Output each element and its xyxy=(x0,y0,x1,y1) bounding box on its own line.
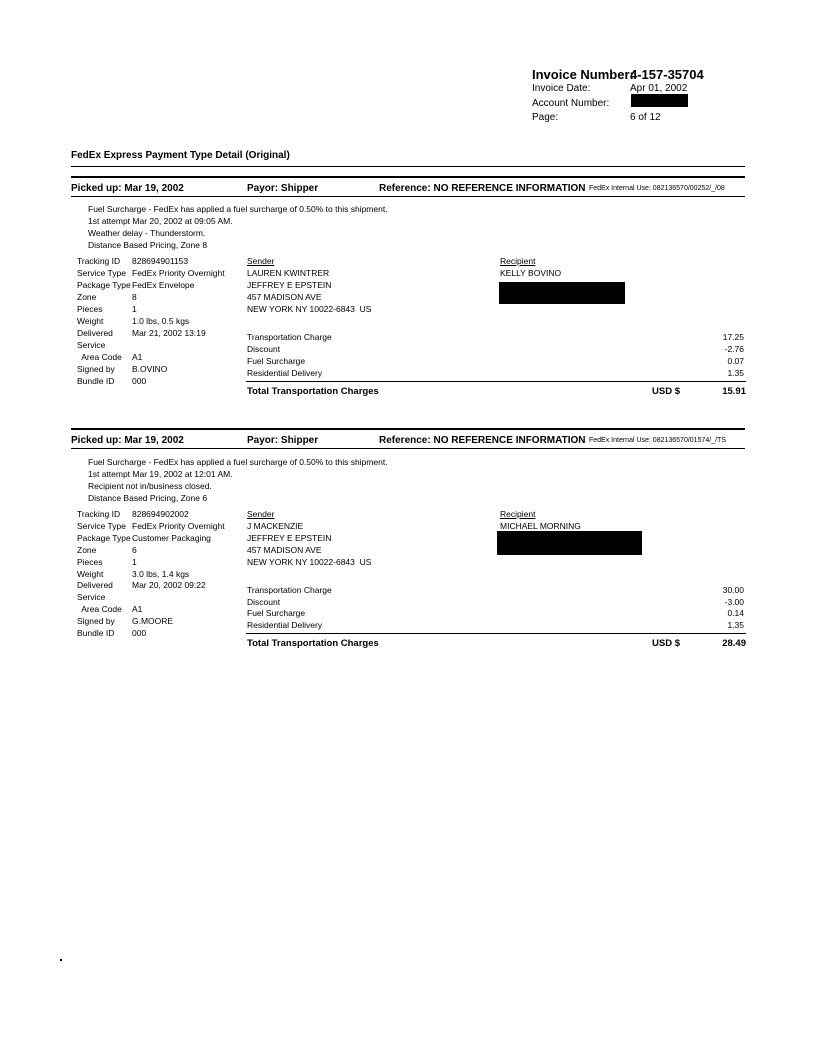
picked-up: Picked up: Mar 19, 2002 xyxy=(71,435,184,446)
sender-heading: Sender xyxy=(247,256,275,266)
bundle-id: 000 xyxy=(132,628,147,638)
shipment-top-rule xyxy=(71,428,745,430)
charge-value: -3.00 xyxy=(724,597,744,607)
charge-label: Transportation Charge xyxy=(247,332,332,342)
reference: Reference: NO REFERENCE INFORMATION xyxy=(379,183,586,194)
note-line: Weather delay - Thunderstorm. xyxy=(88,228,206,238)
page-number: 6 of 12 xyxy=(630,112,661,123)
sender-line: J MACKENZIE xyxy=(247,521,304,531)
detail-label: Signed by xyxy=(77,364,115,374)
total-value: 15.91 xyxy=(722,386,746,397)
detail-label: Bundle ID xyxy=(77,628,115,638)
reference: Reference: NO REFERENCE INFORMATION xyxy=(379,435,586,446)
note-line: 1st attempt Mar 19, 2002 at 12:01 AM. xyxy=(88,469,233,479)
sender-line: NEW YORK NY 10022-6843 US xyxy=(247,304,372,314)
internal-use: FedEx Internal Use: 082136570/01574/_/TS xyxy=(589,437,726,444)
charge-label: Transportation Charge xyxy=(247,585,332,595)
detail-label: Delivered xyxy=(77,580,113,590)
tracking-id: 828694901153 xyxy=(132,256,189,266)
page-dot xyxy=(60,959,62,961)
detail-label: Area Code xyxy=(77,352,122,362)
charge-value: 0.14 xyxy=(727,608,744,618)
note-line: Fuel Surcharge - FedEx has applied a fuel surcharge of 0.50% to this shipment. xyxy=(88,457,388,467)
recipient-line: MICHAEL MORNING xyxy=(500,521,581,531)
area-code: A1 xyxy=(132,352,143,362)
sender-line: LAUREN KWINTRER xyxy=(247,268,330,278)
weight: 1.0 lbs, 0.5 kgs xyxy=(132,316,190,326)
shipment-header-rule xyxy=(71,196,745,197)
payor: Payor: Shipper xyxy=(247,183,319,194)
note-line: Distance Based Pricing, Zone 8 xyxy=(88,240,208,250)
detail-label: Weight xyxy=(77,316,104,326)
picked-up: Picked up: Mar 19, 2002 xyxy=(71,183,184,194)
detail-label: Service Type xyxy=(77,268,126,278)
charge-label: Discount xyxy=(247,597,281,607)
note-line: 1st attempt Mar 20, 2002 at 09:05 AM. xyxy=(88,216,233,226)
recipient-address-redaction xyxy=(497,531,642,555)
detail-label: Weight xyxy=(77,569,104,579)
charge-value: 30.00 xyxy=(722,585,744,595)
signed-by: B.OVINO xyxy=(132,364,168,374)
charge-label: Residential Delivery xyxy=(247,368,323,378)
detail-label: Area Code xyxy=(77,604,122,614)
delivered: Mar 21, 2002 13:19 xyxy=(132,328,206,338)
pieces: 1 xyxy=(132,304,137,314)
detail-label: Tracking ID xyxy=(77,256,121,266)
recipient-heading: Recipient xyxy=(500,256,536,266)
invoice-number-label: Invoice Number: xyxy=(532,67,634,82)
detail-label: Tracking ID xyxy=(77,509,121,519)
bundle-id: 000 xyxy=(132,376,147,386)
internal-use: FedEx Internal Use: 082136570/00252/_/08 xyxy=(589,185,725,192)
charge-label: Residential Delivery xyxy=(247,620,323,630)
page-label: Page: xyxy=(532,112,559,123)
detail-label: Bundle ID xyxy=(77,376,115,386)
sender-line: JEFFREY E EPSTEIN xyxy=(247,280,332,290)
invoice-date-label: Invoice Date: xyxy=(532,83,591,94)
detail-label: Signed by xyxy=(77,616,115,626)
charge-label: Fuel Surcharge xyxy=(247,608,306,618)
detail-label: Pieces xyxy=(77,557,103,567)
recipient-address-redaction xyxy=(499,282,625,304)
sender-line: 457 MADISON AVE xyxy=(247,545,322,555)
charge-value: 17.25 xyxy=(722,332,744,342)
detail-label: Zone xyxy=(77,292,97,302)
currency: USD $ xyxy=(652,386,680,397)
currency: USD $ xyxy=(652,638,680,649)
total-label: Total Transportation Charges xyxy=(247,638,379,649)
recipient-heading: Recipient xyxy=(500,509,536,519)
pieces: 1 xyxy=(132,557,137,567)
package-type: Customer Packaging xyxy=(132,533,211,543)
shipment-top-rule xyxy=(71,176,745,178)
package-type: FedEx Envelope xyxy=(132,280,195,290)
charges-rule xyxy=(246,633,746,634)
charge-value: 1.35 xyxy=(727,368,744,378)
zone: 6 xyxy=(132,545,137,555)
shipment-header-rule xyxy=(71,448,745,449)
title-rule xyxy=(71,166,745,167)
delivered: Mar 20, 2002 09:22 xyxy=(132,580,206,590)
charge-value: -2.76 xyxy=(724,344,744,354)
sender-line: JEFFREY E EPSTEIN xyxy=(247,533,332,543)
page-title: FedEx Express Payment Type Detail (Original) xyxy=(71,150,290,161)
account-number-redaction xyxy=(631,94,688,107)
account-number-label: Account Number: xyxy=(532,98,610,109)
service-type: FedEx Priority Overnight xyxy=(132,521,225,531)
invoice-number: 4-157-35704 xyxy=(630,67,704,82)
charge-value: 0.07 xyxy=(727,356,744,366)
weight: 3.0 lbs, 1.4 kgs xyxy=(132,569,190,579)
zone: 8 xyxy=(132,292,137,302)
total-label: Total Transportation Charges xyxy=(247,386,379,397)
detail-label: Zone xyxy=(77,545,97,555)
sender-heading: Sender xyxy=(247,509,275,519)
note-line: Fuel Surcharge - FedEx has applied a fuel surcharge of 0.50% to this shipment. xyxy=(88,204,388,214)
detail-label: Delivered xyxy=(77,328,113,338)
detail-label: Service Type xyxy=(77,521,126,531)
note-line: Distance Based Pricing, Zone 6 xyxy=(88,493,208,503)
detail-label: Pieces xyxy=(77,304,103,314)
note-line: Recipient not in/business closed. xyxy=(88,481,212,491)
charge-value: 1.35 xyxy=(727,620,744,630)
sender-line: NEW YORK NY 10022-6843 US xyxy=(247,557,372,567)
charge-label: Fuel Surcharge xyxy=(247,356,306,366)
detail-label: Package Type xyxy=(77,280,131,290)
charges-rule xyxy=(246,381,746,382)
detail-label: Service xyxy=(77,592,106,602)
total-value: 28.49 xyxy=(722,638,746,649)
payor: Payor: Shipper xyxy=(247,435,319,446)
invoice-date: Apr 01, 2002 xyxy=(630,83,688,94)
detail-label: Package Type xyxy=(77,533,131,543)
sender-line: 457 MADISON AVE xyxy=(247,292,322,302)
charge-label: Discount xyxy=(247,344,281,354)
signed-by: G.MOORE xyxy=(132,616,174,626)
detail-label: Service xyxy=(77,340,106,350)
tracking-id: 828694902002 xyxy=(132,509,189,519)
recipient-line: KELLY BOVINO xyxy=(500,268,562,278)
area-code: A1 xyxy=(132,604,143,614)
service-type: FedEx Priority Overnight xyxy=(132,268,225,278)
